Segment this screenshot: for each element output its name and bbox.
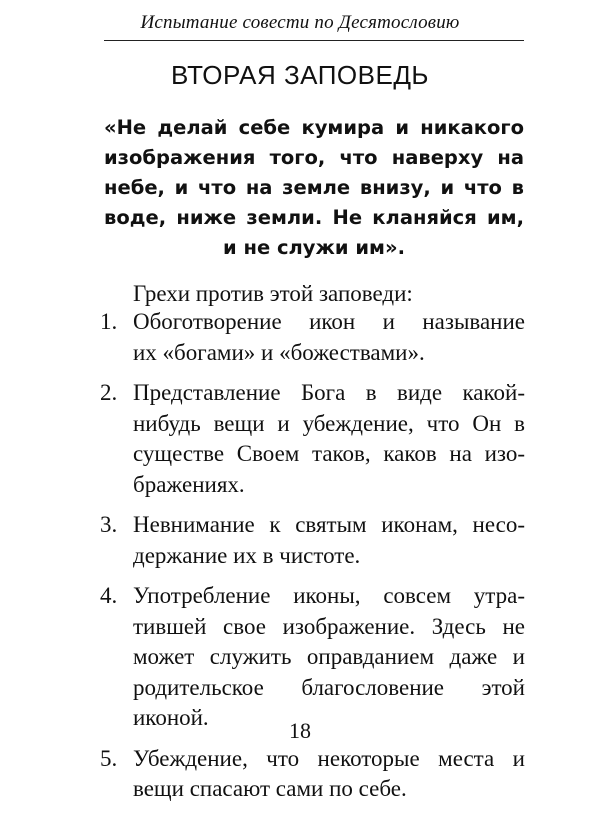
header-rule bbox=[104, 40, 524, 41]
list-item-line: вещи спасают сами по себе. bbox=[133, 776, 407, 801]
list-item bbox=[100, 378, 525, 500]
list-item-line: нибудь вещи и убеждение, что Он в bbox=[133, 410, 525, 436]
list-item-line: тившей свое изображение. Здесь не bbox=[133, 613, 525, 639]
list-item-line: Невнимание к святым иконам, несо- bbox=[133, 512, 525, 537]
list-item bbox=[100, 744, 525, 805]
list-item-number: 4. bbox=[100, 583, 118, 608]
section-title: ВТОРАЯ ЗАПОВЕДЬ bbox=[170, 60, 429, 90]
list-item-line: иконой. bbox=[133, 705, 209, 730]
quote-line: небе, и что на земле внизу, и что в bbox=[104, 176, 524, 199]
list-item-line: Представление Бога в виде какой- bbox=[133, 380, 525, 405]
quote-line: воде, ниже земли. Не кланяйся им, bbox=[104, 206, 524, 229]
list-item-number: 3. bbox=[100, 512, 118, 537]
list-item-line: бражениях. bbox=[133, 471, 245, 497]
list-item bbox=[100, 581, 525, 734]
list-item-line: родительское благословение этой bbox=[133, 674, 525, 700]
list-item bbox=[100, 510, 525, 571]
list-item-line: Убеждение, что некоторые места и bbox=[133, 745, 525, 771]
list-item-line: Употребление иконы, совсем утра- bbox=[133, 583, 525, 608]
list-item-number: 1. bbox=[100, 309, 118, 334]
running-head: Испытание совести по Десятословию bbox=[140, 12, 460, 33]
list-item-line: их «богами» и «божествами». bbox=[133, 339, 425, 365]
list-item-line: Обоготворение икон и называние bbox=[133, 309, 525, 334]
list-item-line: может служить оправданием даже и bbox=[133, 644, 525, 669]
list-item-number: 5. bbox=[100, 745, 118, 771]
list-item-line: держание их в чистоте. bbox=[133, 542, 361, 568]
sins-intro: Грехи против этой заповеди: bbox=[133, 281, 413, 306]
list-item bbox=[100, 307, 525, 368]
quote-line: изображения того, что наверху на bbox=[104, 146, 524, 169]
list-item-number: 2. bbox=[100, 380, 118, 405]
quote-line: «Не делай себе кумира и никакого bbox=[104, 116, 524, 139]
quote-line: и не служи им». bbox=[223, 236, 405, 259]
commandment-quote bbox=[104, 113, 524, 263]
page-number: 18 bbox=[289, 718, 311, 743]
list-item-line: существе Своем таков, каков на изо- bbox=[133, 441, 525, 466]
